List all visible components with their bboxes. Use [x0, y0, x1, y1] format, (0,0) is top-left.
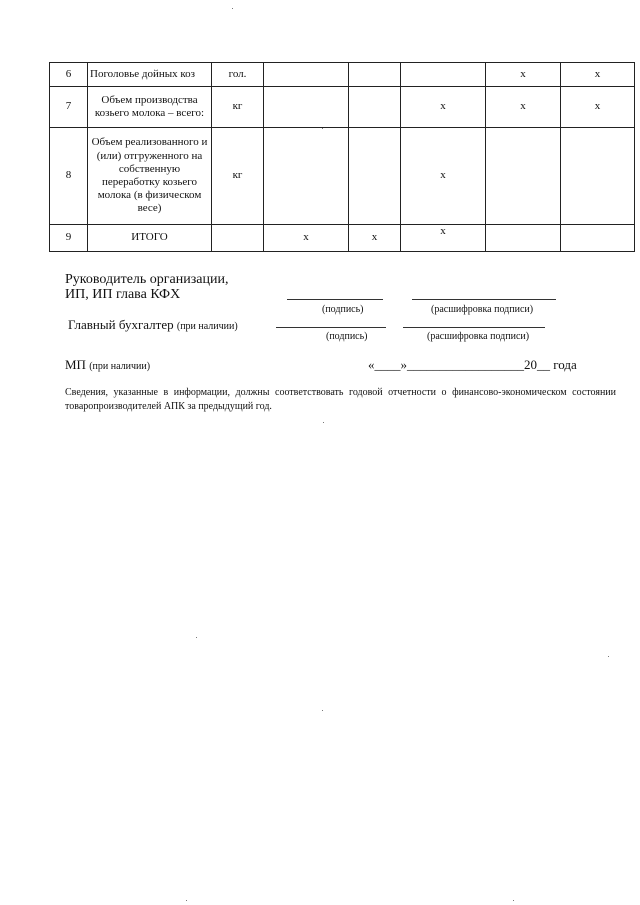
- table-row: [50, 87, 635, 128]
- value-cell: [401, 63, 486, 87]
- row-unit-cell: кг: [212, 87, 264, 128]
- value-cell: [349, 63, 401, 87]
- accountant-note: (при наличии): [176, 321, 238, 332]
- value-cell: х: [486, 87, 561, 128]
- row-number-cell: 8: [50, 128, 88, 225]
- scan-speck: [322, 128, 323, 129]
- scan-speck: [232, 8, 233, 9]
- accountant-label: [68, 317, 238, 333]
- value-cell: х: [349, 225, 401, 252]
- table-row: [50, 63, 635, 87]
- value-cell: х: [561, 63, 635, 87]
- value-cell: [264, 63, 349, 87]
- row-unit-cell: гол.: [212, 63, 264, 87]
- value-cell: [486, 128, 561, 225]
- head-signature-line: [287, 299, 383, 300]
- date-line: «____»__________________20__ года: [368, 357, 577, 372]
- accountant-decoding-line: [403, 327, 545, 328]
- value-cell: х: [401, 128, 486, 225]
- accountant-signature-line: [276, 327, 386, 328]
- head-label-line2: ИП, ИП глава КФХ: [65, 287, 181, 302]
- value-cell: [561, 225, 635, 252]
- mp-title: МП: [65, 357, 86, 372]
- footnote: Сведения, указанные в информации, должны соответствовать годовой отчетности о финансово-экономическом состоянии товаропроизводителей АПК за предыдущий год.: [65, 387, 616, 412]
- value-cell: [561, 128, 635, 225]
- table-row: [50, 128, 635, 225]
- value-cell: х: [486, 63, 561, 87]
- row-name-cell: Объем производства козьего молока – всего:: [88, 87, 212, 128]
- scan-speck: [323, 422, 324, 423]
- scan-speck: [322, 710, 323, 711]
- value-cell: х: [401, 225, 486, 252]
- row-unit-cell: кг: [212, 128, 264, 225]
- accountant-title: Главный бухгалтер: [68, 317, 174, 332]
- row-unit-cell: [212, 225, 264, 252]
- value-cell: [349, 128, 401, 225]
- goat-milk-table: [49, 62, 635, 252]
- mp-note: (при наличии): [89, 361, 151, 372]
- scan-speck: [608, 656, 609, 657]
- head-signature-caption: (подпись): [322, 304, 364, 315]
- row-name-cell: ИТОГО: [88, 225, 212, 252]
- value-cell: х: [264, 225, 349, 252]
- row-number-cell: 7: [50, 87, 88, 128]
- head-decoding-line: [412, 299, 556, 300]
- value-cell: х: [401, 87, 486, 128]
- head-decoding-caption: (расшифровка подписи): [431, 304, 534, 315]
- accountant-decoding-caption: (расшифровка подписи): [427, 331, 530, 342]
- value-cell: [349, 87, 401, 128]
- row-number-cell: 9: [50, 225, 88, 252]
- accountant-signature-caption: (подпись): [326, 331, 368, 342]
- scan-speck: [186, 900, 187, 901]
- value-cell: [264, 128, 349, 225]
- head-label-line1: Руководитель организации,: [65, 272, 229, 287]
- scan-speck: [196, 637, 197, 638]
- scan-speck: [513, 900, 514, 901]
- table-row: [50, 225, 635, 252]
- value-cell: х: [561, 87, 635, 128]
- value-cell: [486, 225, 561, 252]
- row-name-cell: Поголовье дойных коз: [88, 63, 212, 87]
- row-name-cell: Объем реализованного и (или) отгруженного на собственную переработку козьего молока (в физическом весе): [88, 128, 212, 225]
- row-number-cell: 6: [50, 63, 88, 87]
- value-cell: [264, 87, 349, 128]
- mp-label: [65, 357, 150, 373]
